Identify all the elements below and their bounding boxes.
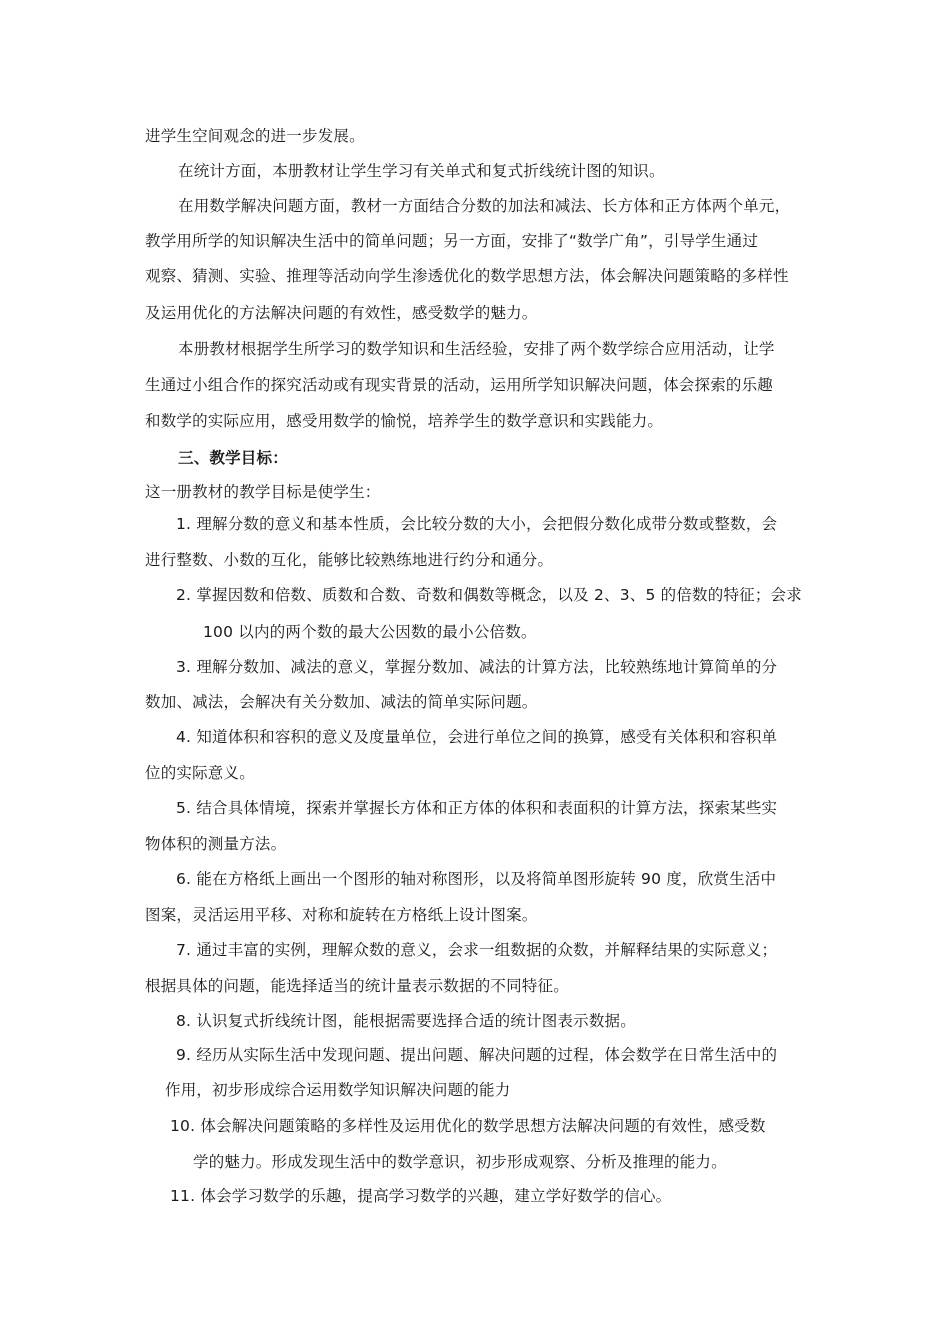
goal-item: 11. 体会学习数学的乐趣，提高学习数学的兴趣，建立学好数学的信心。 (170, 1187, 672, 1205)
text-line: 观察、猜测、实验、推理等活动向学生渗透优化的数学思想方法，体会解决问题策略的多样性 (145, 267, 789, 285)
text-line: 在用数学解决问题方面，教材一方面结合分数的加法和减法、长方体和正方体两个单元， (178, 197, 791, 215)
text-line: 作用，初步形成综合运用数学知识解决问题的能力 (165, 1081, 511, 1099)
goal-item: 9. 经历从实际生活中发现问题、提出问题、解决问题的过程，体会数学在日常生活中的 (176, 1046, 778, 1064)
goal-item: 5. 结合具体情境，探索并掌握长方体和正方体的体积和表面积的计算方法，探索某些实 (176, 799, 778, 817)
goal-item: 6. 能在方格纸上画出一个图形的轴对称图形，以及将简单图形旋转 90 度，欣赏生活中 (176, 870, 777, 888)
section-heading: 三、教学目标： (178, 449, 288, 467)
text-line: 物体积的测量方法。 (145, 835, 287, 853)
text-line: 数加、减法，会解决有关分数加、减法的简单实际问题。 (145, 693, 538, 711)
goal-item: 1. 理解分数的意义和基本性质，会比较分数的大小，会把假分数化成带分数或整数，会 (176, 515, 778, 533)
text-line: 100 以内的两个数的最大公因数的最小公倍数。 (203, 623, 537, 641)
text-line: 学的魅力。形成发现生活中的数学意识，初步形成观察、分析及推理的能力。 (193, 1153, 727, 1171)
text-line: 这一册教材的教学目标是使学生： (145, 483, 381, 501)
text-line: 本册教材根据学生所学习的数学知识和生活经验，安排了两个数学综合应用活动，让学 (178, 340, 775, 358)
text-line: 及运用优化的方法解决问题的有效性，感受数学的魅力。 (145, 304, 538, 322)
text-line: 教学用所学的知识解决生活中的简单问题；另一方面，安排了“数学广角”，引导学生通过 (145, 232, 759, 250)
goal-item: 4. 知道体积和容积的意义及度量单位，会进行单位之间的换算，感受有关体积和容积单 (176, 728, 778, 746)
text-line: 根据具体的问题，能选择适当的统计量表示数据的不同特征。 (145, 977, 569, 995)
goal-item: 3. 理解分数加、减法的意义，掌握分数加、减法的计算方法，比较熟练地计算简单的分 (176, 658, 778, 676)
goal-item: 2. 掌握因数和倍数、质数和合数、奇数和偶数等概念，以及 2、3、5 的倍数的特征；会求 (176, 586, 802, 604)
goal-item: 10. 体会解决问题策略的多样性及运用优化的数学思想方法解决问题的有效性，感受数 (170, 1117, 766, 1135)
goal-item: 8. 认识复式折线统计图，能根据需要选择合适的统计图表示数据。 (176, 1012, 636, 1030)
text-line: 位的实际意义。 (145, 764, 255, 782)
text-line: 生通过小组合作的探究活动或有现实背景的活动，运用所学知识解决问题，体会探索的乐趣 (145, 376, 774, 394)
text-line: 图案，灵活运用平移、对称和旋转在方格纸上设计图案。 (145, 906, 538, 924)
text-line: 进学生空间观念的进一步发展。 (145, 127, 365, 145)
text-line: 和数学的实际应用，感受用数学的愉悦，培养学生的数学意识和实践能力。 (145, 412, 664, 430)
text-line: 在统计方面，本册教材让学生学习有关单式和复式折线统计图的知识。 (178, 162, 665, 180)
goal-item: 7. 通过丰富的实例，理解众数的意义，会求一组数据的众数，并解释结果的实际意义； (176, 941, 778, 959)
text-line: 进行整数、小数的互化，能够比较熟练地进行约分和通分。 (145, 551, 554, 569)
